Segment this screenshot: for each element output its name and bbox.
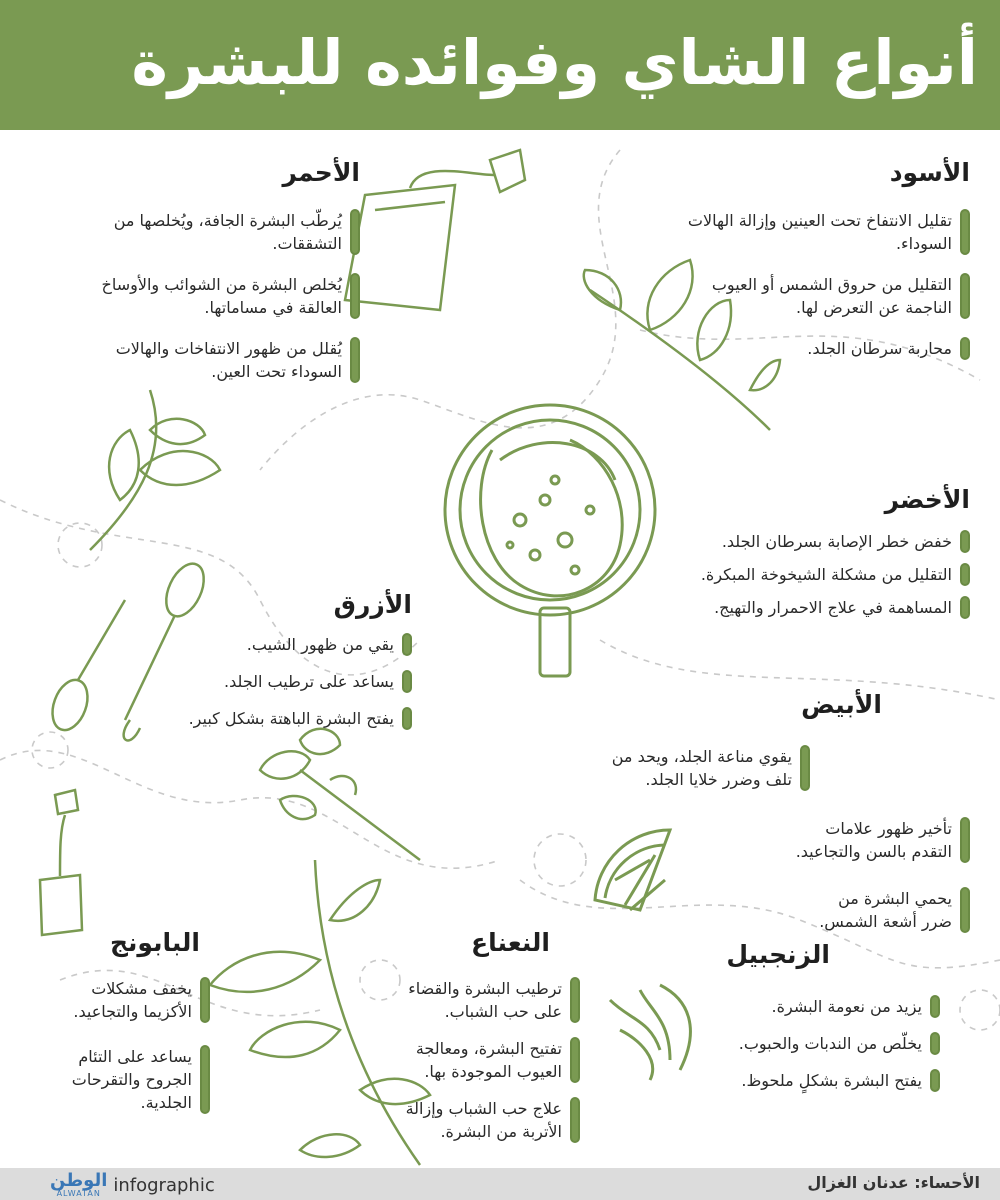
page-title: أنواع الشاي وفوائده للبشرة bbox=[131, 26, 978, 99]
section-red-tea bbox=[95, 158, 360, 401]
bullet-bar bbox=[800, 745, 810, 791]
list-item bbox=[95, 209, 360, 255]
header-banner bbox=[0, 0, 1000, 130]
section-blue-tea bbox=[152, 590, 412, 748]
brand bbox=[50, 1172, 215, 1198]
list-item bbox=[660, 1069, 940, 1092]
section-heading: البابونج bbox=[109, 928, 200, 957]
bullet-bar bbox=[200, 1045, 210, 1114]
footer bbox=[0, 1168, 1000, 1200]
item-text: يفتح البشرة الباهتة بشكل كبير. bbox=[188, 709, 394, 728]
list-item bbox=[630, 530, 970, 553]
item-text: تفتيح البشرة، ومعالجة العيوب الموجودة بها. bbox=[415, 1039, 562, 1081]
infographic-label: infographic bbox=[113, 1174, 215, 1196]
bullet-bar bbox=[960, 596, 970, 619]
item-text: تقليل الانتفاخ تحت العينين وإزالة الهالات السوداء. bbox=[687, 211, 952, 253]
bullet-bar bbox=[960, 887, 970, 933]
list-item bbox=[610, 887, 970, 933]
list-item bbox=[630, 563, 970, 586]
item-text: يخفف مشكلات الأكزيما والتجاعيد. bbox=[73, 979, 192, 1021]
item-text: يقي من ظهور الشيب. bbox=[246, 635, 394, 654]
list-item bbox=[660, 995, 940, 1018]
list-item bbox=[380, 1037, 580, 1083]
item-text: التقليل من حروق الشمس أو العيوب الناجمة عن التعرض لها. bbox=[711, 275, 952, 317]
logo-english: ALWATAN bbox=[56, 1189, 101, 1198]
logo-arabic: الوطن bbox=[50, 1170, 108, 1191]
tea-cup-icon bbox=[445, 405, 655, 676]
dashed-circle bbox=[960, 990, 1000, 1030]
list-item bbox=[30, 977, 210, 1023]
bullet-bar bbox=[350, 209, 360, 255]
item-text: يخلّص من الندبات والحبوب. bbox=[738, 1034, 922, 1053]
list-item bbox=[670, 273, 970, 319]
bullet-bar bbox=[960, 209, 970, 255]
item-text: يزيد من نعومة البشرة. bbox=[771, 997, 922, 1016]
section-heading: الأخضر bbox=[884, 485, 970, 514]
list-item bbox=[30, 1045, 210, 1114]
list-item bbox=[152, 707, 412, 730]
bullet-bar bbox=[402, 707, 412, 730]
item-text: يساعد على التئام الجروح والتقرحات الجلدية. bbox=[71, 1047, 192, 1112]
item-text: يُقلل من ظهور الانتفاخات والهالات السوداء تحت العين. bbox=[115, 339, 342, 381]
section-black-tea bbox=[670, 158, 970, 378]
section-white-tea bbox=[610, 690, 970, 951]
bullet-bar bbox=[570, 1037, 580, 1083]
item-text: يحمي البشرة من ضرر أشعة الشمس. bbox=[819, 889, 952, 931]
tea-bag-icon bbox=[345, 150, 525, 310]
item-text: يقوي مناعة الجلد، ويحد من تلف وضرر خلايا الجلد. bbox=[611, 747, 792, 789]
section-heading: الأحمر bbox=[282, 158, 360, 187]
section-green-tea bbox=[630, 485, 970, 637]
list-item bbox=[670, 209, 970, 255]
section-heading: الأبيض bbox=[801, 690, 882, 719]
item-text: التقليل من مشكلة الشيخوخة المبكرة. bbox=[700, 565, 952, 584]
list-item bbox=[660, 1032, 940, 1055]
list-item bbox=[95, 337, 360, 383]
bullet-bar bbox=[570, 1097, 580, 1143]
list-item bbox=[95, 273, 360, 319]
list-item bbox=[380, 977, 580, 1023]
bullet-bar bbox=[570, 977, 580, 1023]
bullet-bar bbox=[200, 977, 210, 1023]
item-text: ترطيب البشرة والقضاء على حب الشباب. bbox=[408, 979, 562, 1021]
item-text: يفتح البشرة بشكلٍ ملحوظ. bbox=[741, 1071, 922, 1090]
item-text: علاج حب الشباب وإزالة الأتربة من البشرة. bbox=[405, 1099, 562, 1141]
list-item bbox=[380, 1097, 580, 1143]
bullet-bar bbox=[960, 817, 970, 863]
section-heading: الأزرق bbox=[333, 590, 412, 619]
item-text: يساعد على ترطيب الجلد. bbox=[224, 672, 394, 691]
flower-branch-icon bbox=[260, 729, 420, 860]
bullet-bar bbox=[930, 1032, 940, 1055]
section-heading: النعناع bbox=[471, 928, 550, 957]
item-text: خفض خطر الإصابة بسرطان الجلد. bbox=[721, 532, 952, 551]
tea-bag-small-icon bbox=[40, 790, 82, 935]
bullet-bar bbox=[960, 563, 970, 586]
author-credit: الأحساء: عدنان الغزال bbox=[807, 1173, 980, 1192]
leaf-branch-icon bbox=[90, 390, 220, 550]
item-text: المساهمة في علاج الاحمرار والتهيج. bbox=[714, 598, 952, 617]
list-item bbox=[630, 596, 970, 619]
item-text: محاربة سرطان الجلد. bbox=[807, 339, 952, 358]
item-text: تأخير ظهور علامات التقدم بالسن والتجاعيد. bbox=[795, 819, 952, 861]
list-item bbox=[152, 670, 412, 693]
bullet-bar bbox=[930, 1069, 940, 1092]
section-chamomile-tea bbox=[30, 928, 210, 1132]
dashed-circle bbox=[534, 834, 586, 886]
list-item bbox=[152, 633, 412, 656]
bullet-bar bbox=[402, 670, 412, 693]
bullet-bar bbox=[960, 273, 970, 319]
bullet-bar bbox=[350, 337, 360, 383]
item-text: يُخلص البشرة من الشوائب والأوساخ العالقة في مساماتها. bbox=[101, 275, 342, 317]
section-mint-tea bbox=[380, 928, 580, 1161]
item-text: يُرطّب البشرة الجافة، ويُخلصها من التشققات. bbox=[113, 211, 342, 253]
bullet-bar bbox=[960, 337, 970, 360]
section-heading: الزنجبيل bbox=[726, 940, 830, 969]
bullet-bar bbox=[930, 995, 940, 1018]
bullet-bar bbox=[402, 633, 412, 656]
list-item bbox=[610, 745, 810, 791]
bullet-bar bbox=[960, 530, 970, 553]
section-ginger-tea bbox=[660, 940, 940, 1110]
list-item bbox=[670, 337, 970, 360]
section-heading: الأسود bbox=[889, 158, 970, 187]
bullet-bar bbox=[350, 273, 360, 319]
list-item bbox=[610, 817, 970, 863]
